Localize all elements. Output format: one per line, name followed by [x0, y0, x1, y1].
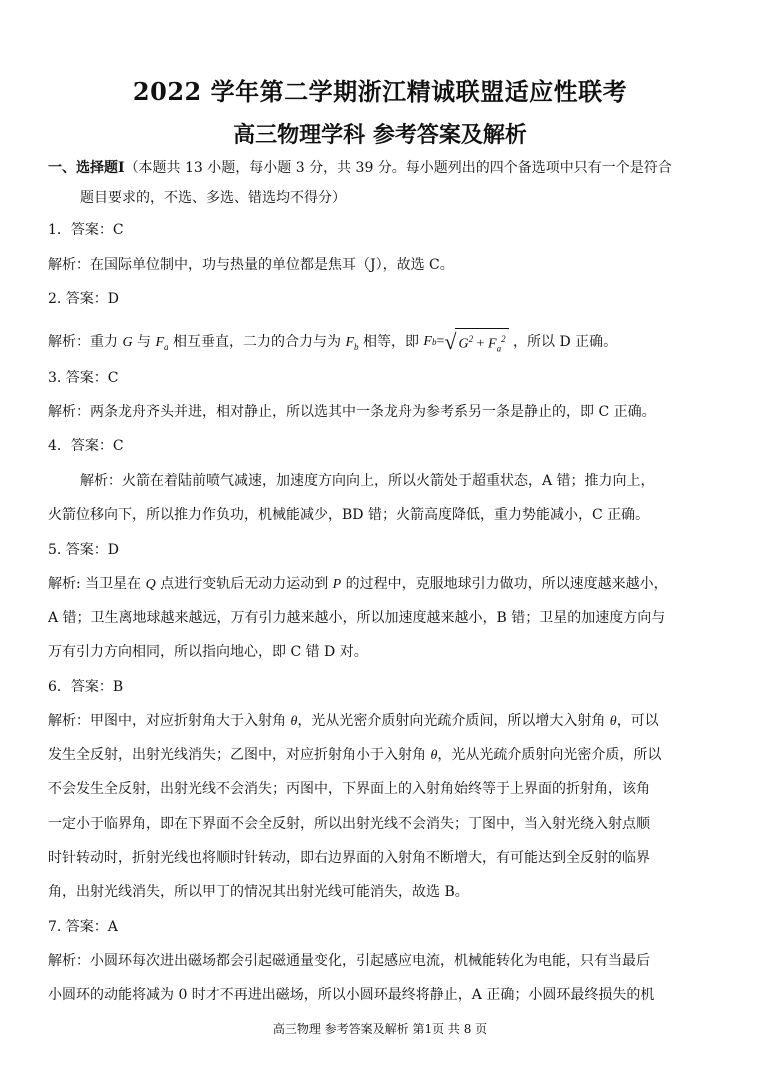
q3-answer: 3. 答案：C [48, 370, 119, 386]
q2-text-mid3: 相等，即 [358, 334, 424, 351]
q2-var-fb: F [345, 335, 355, 351]
q2-answer: 2. 答案：D [48, 291, 120, 307]
q6-analysis-6: 角，出射光线消失，所以甲丁的情况其出射光线可能消失，故选 B。 [48, 884, 469, 900]
q2-text-mid1: 与 [132, 334, 156, 351]
q6-text-pre2: 发生全反射，出射光线消失；乙图中，对应折射角小于入射角 [48, 747, 431, 763]
q6-var-theta2: θ [609, 714, 617, 729]
q6-analysis-3: 不会发生全反射，出射光线不会消失；丙图中，下界面上的入射角始终等于上界面的折射角，该角 [48, 781, 650, 797]
document-subtitle: 高三物理学科 参考答案及解析 [233, 122, 527, 148]
q5-text-post: 的过程中，克服地球引力做功，所以速度越来越小， [341, 576, 668, 592]
q5-analysis-3: 万有引力方向相同，所以指向地心，即 C 错 D 对。 [48, 644, 368, 660]
q5-analysis-1 [48, 574, 720, 595]
q3-analysis: 解析：两条龙舟齐头并进，相对静止，所以选其中一条龙舟为参考系另一条是静止的，即 C 正确。 [48, 404, 656, 420]
q7-analysis-2: 小圆环的动能将减为 0 时才不再进出磁场，所以小圆环最终将静止，A 正确；小圆环最终损失的机 [48, 987, 655, 1003]
q6-answer: 6．答案：B [48, 679, 124, 695]
section-label: 一、选择题I [48, 160, 125, 176]
q2-var-fb-sub: b [354, 342, 359, 353]
q6-analysis-4: 一定小于临界角，即在下界面不会全反射，所以出射光线不会消失；丁图中，当入射光绕入射点顺 [48, 816, 650, 832]
q6-text-mid1: ，光从光密介质射向光疏介质间，所以增大入射角 [297, 713, 610, 729]
q5-analysis-2: A 错；卫生离地球越来越远，万有引力越来越小，所以加速度越来越小，B 错；卫星的加速度方向与 [48, 610, 666, 626]
sqrt-body [455, 328, 508, 356]
q2-text-pre: 解析：重力 [48, 334, 123, 351]
q1-answer: 1．答案：C [48, 222, 124, 238]
document-title: 2022 学年第二学期浙江精诚联盟适应性联考 [132, 77, 628, 106]
section-desc-2: 题目要求的，不选、多选、错选均不得分） [80, 190, 346, 206]
q2-formula [423, 328, 508, 356]
q6-var-theta3: θ [430, 748, 438, 763]
sqrt-icon: √ $G^2 + F_a^2$ [444, 328, 508, 356]
q4-answer: 4．答案：C [48, 438, 124, 454]
formula-g-sup: 2 [468, 334, 474, 344]
q7-analysis-1: 解析：小圆环每次进出磁场都会引起磁通量变化，引起感应电流，机械能转化为电能，只有当最后 [48, 953, 650, 969]
formula-f: F [488, 336, 497, 352]
q6-var-theta1: θ [290, 714, 298, 729]
formula-equals: = [436, 334, 445, 350]
q1-analysis: 解析：在国际单位制中，功与热量的单位都是焦耳（J），故选 C。 [48, 257, 454, 273]
q4-analysis-1: 解析：火箭在着陆前喷气减速，加速度方向向上，所以火箭处于超重状态，A 错；推力向上， [80, 473, 655, 489]
q2-var-g: G [122, 335, 133, 351]
formula-f-sup: 2 [501, 334, 506, 344]
q5-answer: 5. 答案：D [48, 542, 120, 558]
q5-text-pre: 解析: 当卫星在 [48, 576, 146, 592]
section-header-line1 [48, 158, 720, 178]
q6-text-pre1: 解析：甲图中，对应折射角大于入射角 [48, 713, 291, 729]
q2-text-mid2: 相互垂直，二力的合力与为 [168, 334, 346, 351]
q6-analysis-2 [48, 745, 720, 766]
q4-analysis-2: 火箭位移向下，所以推力作负功，机械能减少，BD 错；火箭高度降低，重力势能减小，C 正确。 [48, 507, 650, 523]
formula-g: G [458, 336, 469, 352]
formula-f-sub: a [496, 343, 502, 354]
q2-text-post: ，所以 D 正确。 [508, 334, 618, 351]
q5-var-q: Q [145, 577, 156, 592]
q5-text-mid: 点进行变轨后无动力运动到 [155, 576, 333, 592]
q6-analysis-1 [48, 711, 720, 732]
q7-answer: 7. 答案：A [48, 919, 118, 935]
formula-plus: + [473, 336, 488, 352]
formula-lhs-sub: b [431, 337, 437, 348]
q2-analysis [48, 328, 720, 359]
q6-analysis-5: 时针转动时，折射光线也将顺时针转动，即右边界面的入射角不断增大，有可能达到全反射的临界 [48, 850, 650, 866]
q6-text-post1: ，可以 [616, 713, 659, 729]
formula-lhs: F [423, 334, 432, 350]
section-desc-1: （本题共 13 小题，每小题 3 分，共 39 分。每小题列出的四个备选项中只有一个是符合 [124, 160, 672, 176]
page-footer: 高三物理 参考答案及解析 第1页 共 8 页 [272, 1022, 488, 1036]
q2-var-fa: F [155, 335, 165, 351]
q5-var-p: P [332, 577, 342, 592]
q6-text-post2: ，光从光疏介质射向光密介质，所以 [437, 747, 662, 763]
q2-var-fa-sub: a [164, 342, 169, 353]
